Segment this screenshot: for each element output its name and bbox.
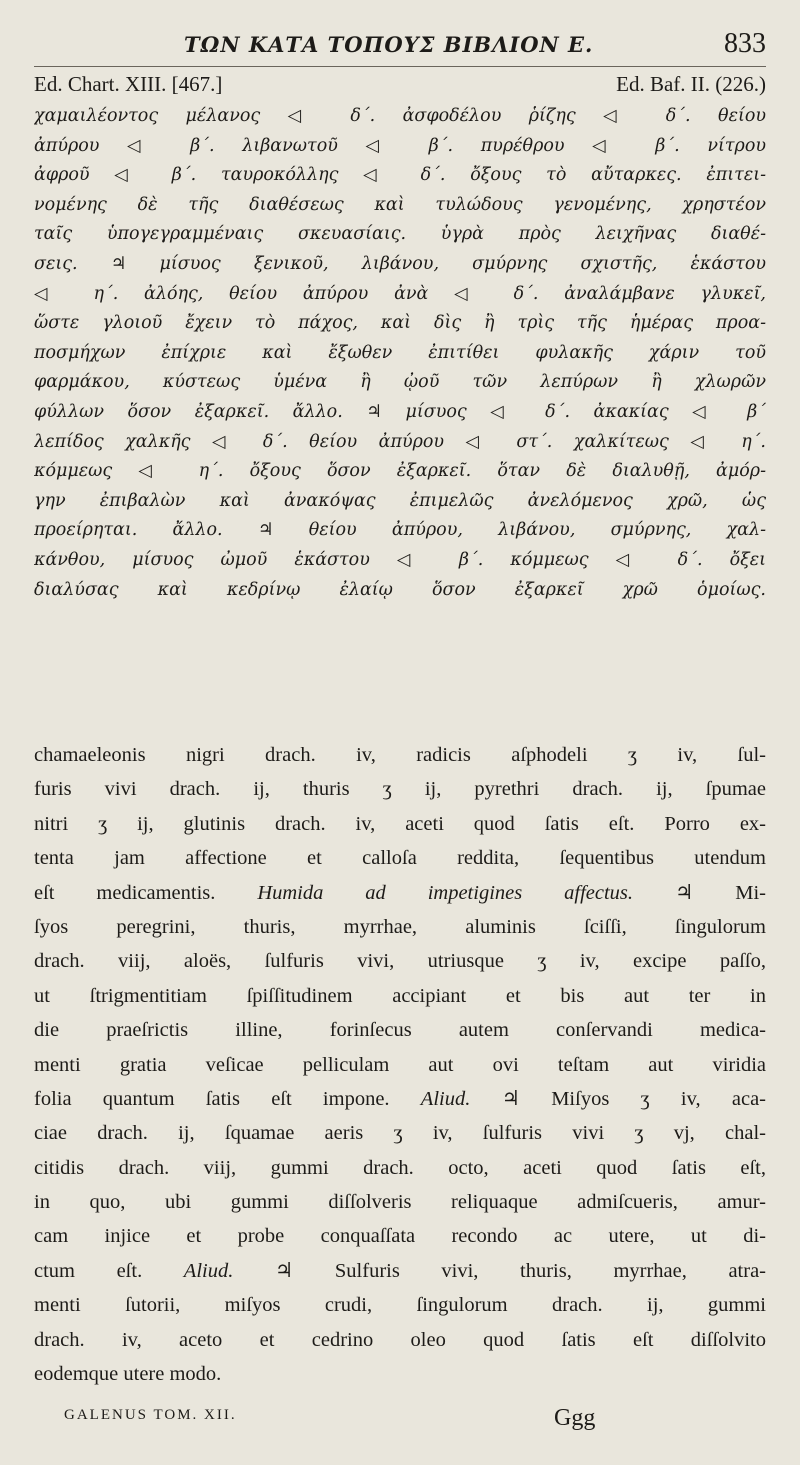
greek-line: ταῖς ὑπογεγραμμέναις σκευασίαις. ὑγρὰ πρὸς λειχῆνας διαθέ- — [34, 224, 766, 245]
latin-line — [34, 772, 766, 806]
latin-line — [34, 944, 766, 978]
latin-line — [34, 1219, 766, 1253]
latin-italic-heading: Aliud. — [420, 1087, 471, 1110]
latin-line — [34, 1357, 766, 1391]
running-title: ΤΩΝ ΚΑΤΑ ΤΟΠΟΥΣ ΒΙΒΛΙΟΝ Ε. — [184, 32, 594, 57]
greek-line: κόμμεως ◁ η΄. ὄξους ὅσον ἐξαρκεῖ. ὅταν δὲ διαλυθῇ, ἀμόρ- — [34, 461, 766, 482]
latin-line — [34, 1048, 766, 1082]
latin-line — [34, 1013, 766, 1047]
latin-line — [34, 807, 766, 841]
latin-text-segment: tenta jam affectione et calloſa reddita, ſequentibus utendum — [34, 847, 766, 870]
latin-text-segment: drach. viij, aloës, ſulfuris vivi, utriusque ʒ iv, excipe paſſo, — [34, 950, 766, 973]
latin-text-segment: ♃ Miſyos ʒ iv, aca- — [470, 1087, 766, 1110]
header-rule — [34, 66, 766, 67]
latin-text-segment: menti gratia veſicae pelliculam aut ovi teſtam aut viridia — [34, 1053, 766, 1076]
running-head — [34, 28, 766, 64]
greek-line: σεις. ♃ μίσυος ξενικοῦ, λιβάνου, σμύρνης σχιστῆς, ἑκάστου — [34, 253, 766, 274]
latin-text-segment: folia quantum ſatis eſt impone. — [34, 1087, 421, 1110]
latin-text-segment: eſt medicamentis. — [34, 881, 258, 904]
latin-text-segment: in quo, ubi gummi diſſolveris reliquaque admiſcueris, amur- — [34, 1191, 766, 1214]
latin-line — [34, 1151, 766, 1185]
latin-text-segment: ♃ Mi- — [633, 881, 766, 904]
latin-text-segment: ut ſtrigmentitiam ſpiſſitudinem accipiant et bis aut ter in — [34, 984, 766, 1007]
latin-text — [34, 738, 766, 1391]
greek-line: γην ἐπιβαλὼν καὶ ἀνακόψας ἐπιμελῶς ἀνελόμενος χρῶ, ὡς — [34, 490, 766, 511]
latin-italic-heading: Aliud. — [183, 1259, 234, 1282]
latin-text-segment: eodemque utere modo. — [34, 1363, 222, 1386]
greek-line: ὥστε γλοιοῦ ἔχειν τὸ πάχος, καὶ δὶς ἢ τρὶς τῆς ἡμέρας προα- — [34, 313, 766, 334]
latin-text-segment: ciae drach. ij, ſquamae aeris ʒ iv, ſulfuris vivi ʒ vj, chal- — [34, 1122, 766, 1145]
latin-text-segment: chamaeleonis nigri drach. iv, radicis aſphodeli ʒ iv, ſul- — [34, 744, 766, 766]
latin-line — [34, 841, 766, 875]
latin-line — [34, 1082, 766, 1116]
latin-italic-heading: Humida ad impetigines affectus. — [257, 881, 634, 904]
greek-line: λεπίδος χαλκῆς ◁ δ΄. θείου ἀπύρου ◁ στ΄. χαλκίτεως ◁ η΄. — [34, 431, 766, 452]
latin-text-segment: cam injice et probe conquaſſata recondo ac utere, ut di- — [34, 1225, 766, 1248]
latin-text-segment: die praeſrictis illine, forinſecus autem conſervandi medica- — [34, 1019, 766, 1042]
latin-text-segment: ſyos peregrini, thuris, myrrhae, aluminis ſciſſi, ſingulorum — [34, 915, 766, 938]
latin-text-segment: ♃ Sulfuris vivi, thuris, myrrhae, atra- — [233, 1259, 766, 1282]
latin-line — [34, 1288, 766, 1322]
page-number: 833 — [724, 28, 766, 59]
latin-line — [34, 1116, 766, 1150]
greek-line: ἀφροῦ ◁ β΄. ταυροκόλλης ◁ δ΄. ὄξους τὸ αὔταρκες. ἐπιτει- — [34, 165, 766, 186]
latin-line — [34, 876, 766, 910]
latin-text-segment: ctum eſt. — [34, 1259, 184, 1282]
latin-text-segment: furis vivi drach. ij, thuris ʒ ij, pyrethri drach. ij, ſpumae — [34, 778, 766, 801]
edition-chartier: Ed. Chart. XIII. [467.] — [34, 72, 223, 96]
greek-line: χαμαιλέοντος μέλανος ◁ δ΄. ἀσφοδέλου ῥίζης ◁ δ΄. θείου — [34, 106, 766, 126]
latin-text-segment: nitri ʒ ij, glutinis drach. iv, aceti quod ſatis eſt. Porro ex- — [34, 812, 766, 835]
greek-line: νομένης δὲ τῆς διαθέσεως καὶ τυλώδους γενομένης, χρηστέον — [34, 194, 766, 215]
latin-line — [34, 1185, 766, 1219]
latin-line — [34, 910, 766, 944]
latin-line — [34, 738, 766, 772]
latin-text-segment: drach. iv, aceto et cedrino oleo quod ſatis eſt diſſolvito — [34, 1328, 766, 1351]
latin-line — [34, 979, 766, 1013]
greek-line: φύλλων ὅσον ἐξαρκεῖ. ἄλλο. ♃ μίσυος ◁ δ΄. ἀκακίας ◁ β΄ — [34, 401, 766, 422]
latin-line — [34, 1323, 766, 1357]
footer-volume: GALENUS TOM. XII. — [64, 1407, 237, 1423]
latin-text-segment: menti ſutorii, miſyos crudi, ſingulorum drach. ij, gummi — [34, 1294, 766, 1317]
latin-text-segment: citidis drach. viij, gummi drach. octo, aceti quod ſatis eſt, — [34, 1156, 766, 1179]
edition-basel: Ed. Baf. II. (226.) — [616, 72, 766, 96]
greek-line: φαρμάκου, κύστεως ὑμένα ἢ ᾠοῦ τῶν λεπύρων ἢ χλωρῶν — [34, 372, 766, 393]
edition-references — [34, 72, 766, 100]
greek-line: ποσμήχων ἐπίχριε καὶ ἔξωθεν ἐπιτίθει φυλακῆς χάριν τοῦ — [34, 342, 766, 363]
greek-line: προείρηται. ἄλλο. ♃ θείου ἀπύρου, λιβάνου, σμύρνης, χαλ- — [34, 520, 766, 541]
latin-line — [34, 1254, 766, 1288]
signature-mark: Ggg — [554, 1405, 596, 1431]
page-footer — [34, 1405, 766, 1439]
greek-line: ◁ η΄. ἀλόης, θείου ἀπύρου ἀνὰ ◁ δ΄. ἀναλάμβανε γλυκεῖ, — [34, 283, 766, 304]
greek-text — [34, 102, 766, 605]
greek-line: διαλύσας καὶ κεδρίνῳ ἐλαίῳ ὅσον ἐξαρκεῖ χρῶ ὁμοίως. — [34, 579, 766, 600]
greek-line: ἀπύρου ◁ β΄. λιβανωτοῦ ◁ β΄. πυρέθρου ◁ β΄. νίτρου — [34, 135, 766, 156]
greek-line: κάνθου, μίσυος ὠμοῦ ἑκάστου ◁ β΄. κόμμεως ◁ δ΄. ὄξει — [34, 549, 766, 570]
